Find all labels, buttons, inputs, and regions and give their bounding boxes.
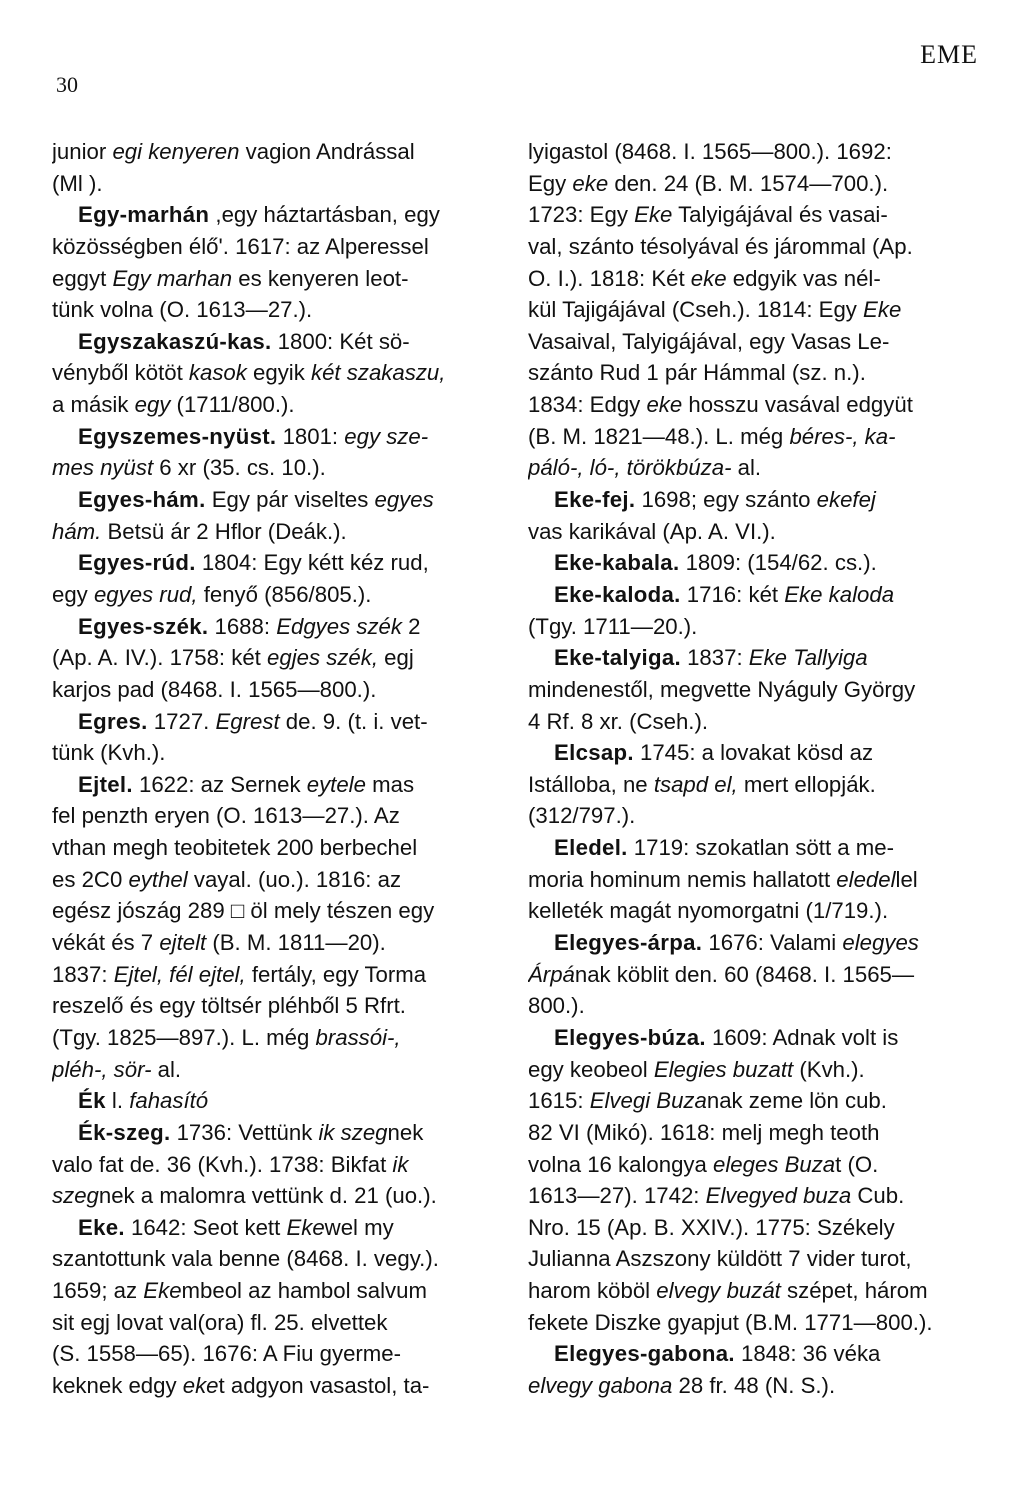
italic-quote: elvegy buzát [656, 1278, 781, 1304]
line-text: 1615: [528, 1088, 590, 1114]
line-text: (1711/800.). [170, 392, 295, 418]
line-text: Talyigájával és vasai- [672, 202, 888, 228]
line-text: fel penzth eryen (O. 1613—27.). Az [52, 803, 400, 829]
line-text: moria hominum nemis hallatott [528, 866, 837, 892]
line-text: (B. M. 1821—48.). L. még [528, 423, 790, 449]
right-column-line [528, 421, 976, 453]
line-text: 82 VI (Mikó). 1618: melj megh teoth [528, 1119, 880, 1145]
left-column-line [52, 357, 500, 389]
line-text: O. I.). 1818: Két [528, 265, 691, 291]
entry-headword: Egyszakaszú-kas. [78, 328, 272, 354]
right-column-line [528, 1275, 976, 1307]
left-column-line [52, 611, 500, 643]
left-column-line [52, 516, 500, 548]
line-text: (Tgy. 1711—20.). [528, 613, 698, 639]
left-column-line [52, 199, 500, 231]
line-text: nak zeme lön cub. [706, 1088, 887, 1114]
line-text: szépet, három [780, 1278, 928, 1304]
line-text: Vasaival, Talyigájával, egy Vasas Le- [528, 328, 890, 354]
left-column-line [52, 421, 500, 453]
line-text: junior [52, 139, 113, 164]
entry-headword: Eke-fej. [554, 487, 636, 513]
line-text: vthan megh teobitetek 200 berbechel [52, 835, 418, 861]
italic-quote: Elvegyed buza [705, 1183, 852, 1209]
line-text: 2 [402, 613, 421, 639]
italic-quote: Eke Tallyiga [748, 645, 868, 671]
line-text: fekete Diszke gyapjut (B.M. 1771—800.). [528, 1309, 933, 1335]
italic-quote: egy [134, 392, 171, 418]
italic-quote: Egrest [215, 708, 280, 734]
right-column-line [528, 895, 976, 927]
line-text: reszelő és egy töltsér pléhből 5 Rfrt. [52, 993, 406, 1019]
line-text: 28 fr. 48 (N. S.). [672, 1372, 836, 1398]
line-text: 1659; az [52, 1278, 144, 1304]
right-column-line [528, 547, 976, 579]
italic-quote: eke [182, 1372, 219, 1398]
right-column-line [528, 1149, 976, 1181]
right-column-line [528, 769, 976, 801]
line-text: kül Tajigájával (Cseh.). 1814: Egy [528, 297, 864, 323]
right-column-line [528, 1054, 976, 1086]
line-text: 1642: Seot kett [124, 1214, 287, 1240]
italic-quote: ik [392, 1151, 409, 1177]
right-column-line [528, 706, 976, 738]
right-column-line [528, 1212, 976, 1244]
italic-quote: Ejtel, fél ejtel, [113, 961, 246, 987]
right-column-line [528, 1338, 976, 1370]
line-text: (Ml ). [52, 170, 103, 196]
line-text: 1613—27). 1742: [528, 1183, 706, 1209]
line-text: den. 24 (B. M. 1574—700.). [608, 170, 889, 196]
left-column-line [52, 1149, 500, 1181]
italic-quote: Eke kaloda [784, 581, 895, 607]
entry-headword: Egyes-szék. [78, 613, 209, 639]
italic-quote: Eke [863, 297, 902, 323]
line-text: Nro. 15 (Ap. B. XXIV.). 1775: Székely [528, 1214, 895, 1240]
line-text: keknek edgy [52, 1372, 183, 1398]
italic-quote: Eke [286, 1214, 325, 1240]
line-text: (312/797.). [528, 803, 636, 829]
entry-headword: Egres. [78, 708, 148, 734]
line-text: nek [387, 1119, 424, 1145]
line-text: a másik [52, 392, 135, 418]
right-column-line [528, 1117, 976, 1149]
entry-headword: Egyszemes-nyüst. [78, 423, 277, 449]
right-column-line [528, 1370, 976, 1402]
line-text: t adgyon vasastol, ta- [218, 1372, 430, 1398]
italic-quote: kasok [188, 360, 247, 386]
line-text: 1800: Két sö- [271, 328, 410, 354]
line-text: 1622: az Sernek [132, 771, 307, 797]
right-column-line [528, 990, 976, 1022]
left-column-line [52, 1117, 500, 1149]
left-column-line [52, 136, 500, 168]
left-column-line [52, 1054, 500, 1086]
line-text: ,egy háztartásban, egy [209, 202, 440, 228]
line-text: (Kvh.). [793, 1056, 865, 1082]
left-column-line [52, 294, 500, 326]
line-text: Istálloba, ne [528, 771, 654, 797]
italic-quote: fahasító [129, 1088, 209, 1114]
italic-quote: Elegies buzatt [653, 1056, 794, 1082]
italic-quote: elegyes [842, 930, 919, 956]
left-column-line [52, 231, 500, 263]
italic-quote: egyes [374, 487, 434, 513]
line-text: mert ellopják. [737, 771, 876, 797]
line-text: kelleték magát nyomorgatni (1/719.). [528, 898, 889, 924]
right-column-line [528, 484, 976, 516]
line-text: Julianna Aszszony küldött 7 vider turot, [528, 1246, 912, 1272]
line-text: egyik [246, 360, 311, 386]
entry-headword: Elegyes-gabona. [554, 1341, 735, 1367]
line-text: (S. 1558—65). 1676: A Fiu gyerme- [52, 1341, 402, 1367]
right-column-line [528, 263, 976, 295]
line-text: lel [895, 866, 918, 892]
line-text: nak köblit den. 60 (8468. I. 1565— [574, 961, 915, 987]
line-text: sit egj lovat val(ora) fl. 25. elvettek [52, 1309, 388, 1335]
line-text: vékát és 7 [52, 930, 160, 956]
line-text: 1688: [208, 613, 277, 639]
entry-headword: Eke-kaloda. [554, 581, 681, 607]
left-column-line [52, 990, 500, 1022]
line-text: wel my [324, 1214, 394, 1240]
right-column-line [528, 674, 976, 706]
left-column-line [52, 642, 500, 674]
line-text: de. 9. (t. i. vet- [279, 708, 428, 734]
left-column [52, 136, 500, 1402]
line-text: 800.). [528, 993, 585, 1019]
line-text: 1676: Valami [702, 930, 843, 956]
italic-quote: brassói-, [315, 1024, 401, 1050]
left-column-line [52, 832, 500, 864]
entry-headword: Egyes-hám. [78, 487, 206, 513]
line-text: 1609: Adnak volt is [705, 1024, 899, 1050]
left-column-line [52, 1180, 500, 1212]
line-text: 1837: [52, 961, 114, 987]
left-column-line [52, 1085, 500, 1117]
left-column-line [52, 674, 500, 706]
italic-quote: eledel [836, 866, 896, 892]
left-column-line [52, 1243, 500, 1275]
left-column-line [52, 737, 500, 769]
line-text: mindenestől, megvette Nyáguly György [528, 676, 916, 702]
right-column-line [528, 642, 976, 674]
line-text: mbeol az hambol salvum [181, 1278, 427, 1304]
left-column-line [52, 800, 500, 832]
line-text: 1723: Egy [528, 202, 635, 228]
line-text: 1716: két [680, 581, 785, 607]
line-text: 1837: [680, 645, 749, 671]
line-text: es kenyeren leot- [232, 265, 409, 291]
right-column-line [528, 959, 976, 991]
line-text: Egy pár viseltes [205, 487, 375, 513]
line-text: 1848: 36 véka [734, 1341, 881, 1367]
right-column-line [528, 1307, 976, 1339]
line-text: egj [378, 645, 414, 671]
italic-quote: béres-, ka- [789, 423, 896, 449]
left-column-line [52, 168, 500, 200]
running-head: EME [920, 40, 978, 69]
line-text: vas karikával (Ap. A. VI.). [528, 518, 776, 544]
entry-headword: Elegyes-árpa. [554, 930, 703, 956]
italic-quote: eke [646, 392, 683, 418]
line-text: 1745: a lovakat kösd az [633, 740, 874, 766]
italic-quote: Egy marhan [112, 265, 233, 291]
entry-headword: Elegyes-búza. [554, 1024, 706, 1050]
line-text: 6 xr (35. cs. 10.). [153, 455, 326, 481]
line-text: tünk volna (O. 1613—27.). [52, 297, 313, 323]
line-text: Cub. [851, 1183, 905, 1209]
line-text: t (O. [835, 1151, 879, 1177]
italic-quote: hám. [52, 518, 102, 544]
line-text: harom köböl [528, 1278, 657, 1304]
left-column-line [52, 1275, 500, 1307]
right-column-line [528, 832, 976, 864]
italic-quote: tsapd el, [653, 771, 738, 797]
right-column-line [528, 1085, 976, 1117]
left-column-line [52, 1307, 500, 1339]
line-text: vényből kötöt [52, 360, 189, 386]
line-text: (B. M. 1811—20). [206, 930, 386, 956]
italic-quote: Elvegi Buza [589, 1088, 707, 1114]
line-text: egy [52, 581, 94, 607]
entry-headword: Ék [78, 1088, 106, 1114]
italic-quote: Eke [634, 202, 673, 228]
line-text: karjos pad (8468. I. 1565—800.). [52, 676, 377, 702]
line-text: lyigastol (8468. I. 1565—800.). 1692: [528, 139, 892, 164]
right-column-line [528, 737, 976, 769]
italic-quote: szeg [52, 1183, 99, 1209]
right-column-line [528, 452, 976, 484]
line-text: mas [365, 771, 415, 797]
italic-quote: páló-, ló-, törökbúza- [528, 455, 732, 481]
italic-quote: eleges Buza [713, 1151, 836, 1177]
entry-headword: Elcsap. [554, 740, 634, 766]
left-column-line [52, 864, 500, 896]
line-text: szánto Rud 1 pár Hámmal (sz. n.). [528, 360, 866, 386]
right-column-line [528, 199, 976, 231]
right-column-line [528, 357, 976, 389]
left-column-line [52, 579, 500, 611]
left-column-line [52, 769, 500, 801]
right-column [528, 136, 976, 1402]
page-number: 30 [56, 72, 78, 97]
line-text: (Tgy. 1825—897.). L. még [52, 1024, 316, 1050]
line-text: es 2C0 [52, 866, 129, 892]
line-text: 4 Rf. 8 xr. (Cseh.). [528, 708, 709, 734]
line-text: 1698; egy szánto [635, 487, 817, 513]
italic-quote: egi kenyeren [112, 139, 240, 164]
italic-quote: két szakaszu, [311, 360, 446, 386]
line-text: 1809: (154/62. cs.). [679, 550, 877, 576]
line-text: (Ap. A. IV.). 1758: két [52, 645, 268, 671]
line-text: 1834: Edgy [528, 392, 647, 418]
italic-quote: elvegy gabona [528, 1372, 673, 1398]
right-column-line [528, 294, 976, 326]
right-column-line [528, 168, 976, 200]
line-text: valo fat de. 36 (Kvh.). 1738: Bikfat [52, 1151, 393, 1177]
line-text: egy keobeol [528, 1056, 654, 1082]
italic-quote: eythel [128, 866, 188, 892]
line-text: Betsü ár 2 Hflor (Deák.). [101, 518, 347, 544]
line-text: tünk (Kvh.). [52, 740, 166, 766]
line-text: al. [731, 455, 762, 481]
italic-quote: pléh-, sör- [52, 1056, 152, 1082]
entry-headword: Ék-szeg. [78, 1119, 171, 1145]
right-column-line [528, 326, 976, 358]
entry-headword: Ejtel. [78, 771, 133, 797]
line-text: edgyik vas nél- [726, 265, 881, 291]
italic-quote: Edgyes szék [276, 613, 402, 639]
line-text: közösségben élő'. 1617: az Alperessel [52, 233, 429, 259]
left-column-line [52, 263, 500, 295]
italic-quote: eke [572, 170, 609, 196]
italic-quote: egy sze- [344, 423, 429, 449]
entry-headword: Egy-marhán [78, 202, 210, 228]
left-column-line [52, 326, 500, 358]
italic-quote: ik szeg [318, 1119, 388, 1145]
right-column-line [528, 231, 976, 263]
entry-headword: Egyes-rúd. [78, 550, 196, 576]
left-column-line [52, 1338, 500, 1370]
left-column-line [52, 927, 500, 959]
entry-headword: Eledel. [554, 835, 628, 861]
left-column-line [52, 547, 500, 579]
line-text: 1804: Egy kétt kéz rud, [195, 550, 429, 576]
line-text: fertály, egy Torma [245, 961, 427, 987]
line-text: 1727. [147, 708, 216, 734]
left-column-line [52, 895, 500, 927]
line-text: volna 16 kalongya [528, 1151, 714, 1177]
line-text: vayal. (uo.). 1816: az [187, 866, 402, 892]
line-text: szantottunk vala benne (8468. I. vegy.). [52, 1246, 439, 1272]
left-column-line [52, 706, 500, 738]
line-text: al. [151, 1056, 182, 1082]
left-column-line [52, 959, 500, 991]
line-text: Egy [528, 170, 573, 196]
line-text: fenyő (856/805.). [197, 581, 372, 607]
right-column-line [528, 800, 976, 832]
italic-quote: ekefej [816, 487, 876, 513]
right-column-line [528, 579, 976, 611]
line-text: egész jószág 289 □ öl mely tészen egy [52, 898, 435, 924]
left-column-line [52, 452, 500, 484]
entry-headword: Eke. [78, 1214, 125, 1240]
left-column-line [52, 484, 500, 516]
italic-quote: egyes rud, [93, 581, 198, 607]
italic-quote: mes nyüst [52, 455, 154, 481]
line-text: vagion Andrással [239, 139, 415, 164]
right-column-line [528, 136, 976, 168]
right-column-line [528, 927, 976, 959]
line-text: 1736: Vettünk [170, 1119, 319, 1145]
right-column-line [528, 1022, 976, 1054]
line-text: hosszu vasával edgyüt [682, 392, 913, 418]
italic-quote: eytele [306, 771, 366, 797]
entry-headword: Eke-kabala. [554, 550, 680, 576]
italic-quote: Eke [143, 1278, 182, 1304]
right-column-line [528, 516, 976, 548]
left-column-line [52, 1370, 500, 1402]
line-text: eggyt [52, 265, 113, 291]
entry-headword: Eke-talyiga. [554, 645, 681, 671]
line-text: nek a malomra vettünk d. 21 (uo.). [98, 1183, 437, 1209]
right-column-line [528, 389, 976, 421]
italic-quote: egjes szék, [267, 645, 379, 671]
line-text: val, szánto tésolyával és járommal (Ap. [528, 233, 913, 259]
left-column-line [52, 1022, 500, 1054]
italic-quote: Árpá [528, 961, 575, 987]
line-text: 1719: szokatlan sött a me- [627, 835, 895, 861]
left-column-line [52, 1212, 500, 1244]
right-column-line [528, 611, 976, 643]
line-text: 1801: [276, 423, 345, 449]
right-column-line [528, 1180, 976, 1212]
right-column-line [528, 864, 976, 896]
italic-quote: eke [690, 265, 727, 291]
left-column-line [52, 389, 500, 421]
italic-quote: ejtelt [159, 930, 207, 956]
line-text: l. [105, 1088, 130, 1114]
right-column-line [528, 1243, 976, 1275]
